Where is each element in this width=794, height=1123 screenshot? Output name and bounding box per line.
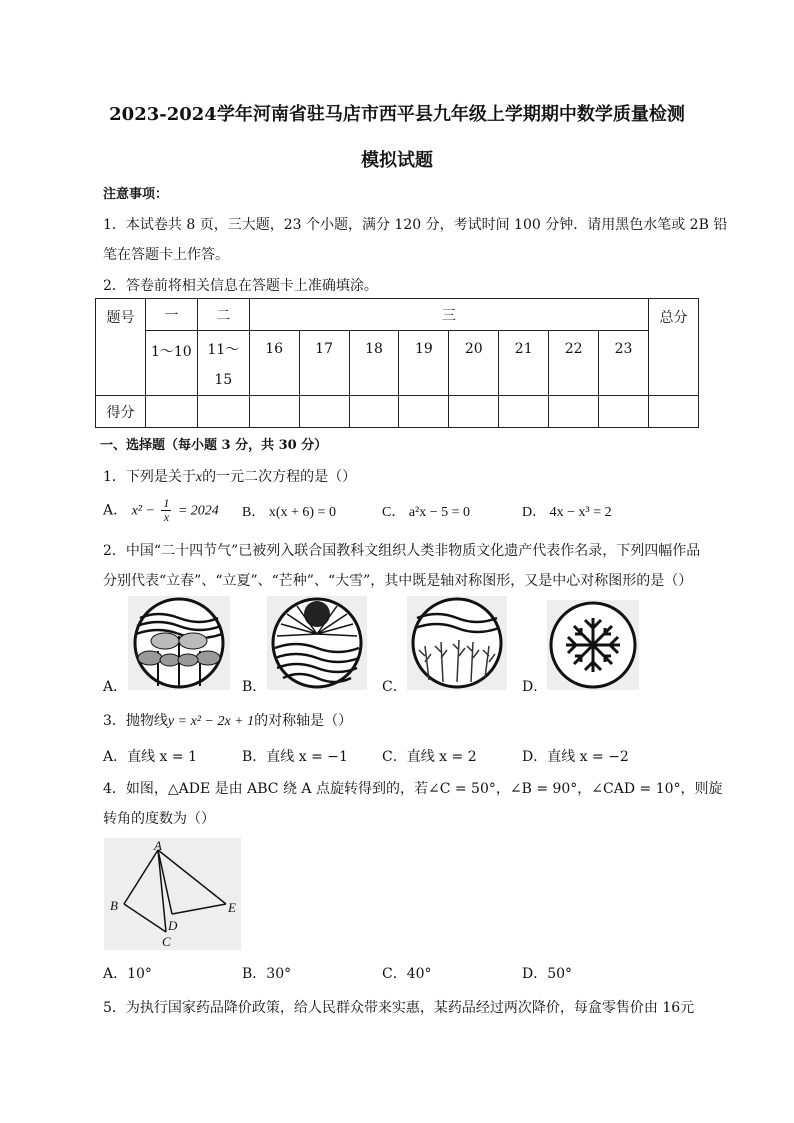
page-title: 2023-2024学年河南省驻马店市西平县九年级上学期期中数学质量检测: [109, 104, 685, 125]
question-3-option-b[interactable]: B．直线 x = −1: [242, 749, 348, 765]
question-2-stem-cont: 分别代表“立春”、“立夏”、“芒种”、“大雪”，其中既是轴对称图形，又是中心对称图形的是（）: [103, 573, 693, 589]
page-subtitle: 模拟试题: [361, 150, 433, 171]
score-cell[interactable]: [249, 396, 299, 428]
question-2-stem: 2．中国“二十四节气”已被列入联合国教科文组织人类非物质文化遗产代表作名录，下列四幅作品: [103, 543, 701, 559]
question-1-option-d[interactable]: D． 4x − x³ = 2: [522, 505, 612, 520]
notice-item-1-cont: 笔在答题卡上作答。: [103, 247, 229, 263]
score-cell[interactable]: [599, 396, 649, 428]
table-cell-range: 1～10: [145, 331, 197, 396]
question-4-stem: 4．如图，△ADE 是由 ABC 绕 A 点旋转得到的，若∠C = 50°，∠B = 90°，∠CAD = 10°，则旋: [103, 781, 723, 797]
vertex-label-e: E: [228, 900, 236, 915]
table-cell-range: 11～ 15: [197, 331, 249, 396]
vertex-label-a: A: [154, 838, 162, 853]
rotation-figure: [104, 838, 241, 950]
question-4-option-a[interactable]: A．10°: [103, 966, 152, 982]
score-cell[interactable]: [549, 396, 599, 428]
table-cell-q17: 17: [299, 331, 349, 396]
section-heading: 一、选择题（每小题 3 分，共 30 分）: [100, 438, 328, 453]
score-cell[interactable]: [449, 396, 499, 428]
vertex-label-b: B: [110, 898, 118, 913]
grain-in-ear-icon: [407, 596, 507, 690]
question-3-option-d[interactable]: D．直线 x = −2: [522, 749, 629, 765]
question-3-stem: 3．抛物线y = x² − 2x + 1的对称轴是（）: [103, 713, 353, 729]
table-label-total: 总分: [648, 299, 698, 396]
table-label-score: 得分: [96, 396, 146, 428]
table-cell-q16: 16: [249, 331, 299, 396]
score-cell[interactable]: [299, 396, 349, 428]
question-5-stem: 5．为执行国家药品降价政策，给人民群众带来实惠，某药品经过两次降价，每盒零售价由 16元: [103, 1000, 695, 1016]
notice-heading: 注意事项：: [103, 187, 169, 202]
table-group-2: 二: [197, 299, 249, 331]
question-1-option-a[interactable]: A． x² − $\frac{1}{x}$ = 2024: [103, 496, 219, 524]
question-3-option-a[interactable]: A．直线 x = 1: [103, 749, 197, 765]
question-4-option-b[interactable]: B．30°: [242, 966, 292, 982]
score-cell[interactable]: [197, 396, 249, 428]
notice-item-2: 2．答卷前将相关信息在答题卡上准确填涂。: [103, 278, 378, 294]
score-table: [95, 298, 699, 428]
question-2-option-d[interactable]: D．: [522, 679, 548, 695]
table-label-question-no: 题号: [96, 299, 146, 396]
table-cell-q19: 19: [399, 331, 449, 396]
score-cell[interactable]: [499, 396, 549, 428]
table-cell-q18: 18: [349, 331, 399, 396]
table-group-1: 一: [145, 299, 197, 331]
question-4-option-c[interactable]: C．40°: [382, 966, 432, 982]
question-2-option-a[interactable]: A．: [103, 679, 128, 695]
question-4-option-d[interactable]: D．50°: [522, 966, 573, 982]
question-2-option-b[interactable]: B．: [242, 679, 267, 695]
summer-sun-icon: [267, 596, 367, 690]
table-cell-q22: 22: [549, 331, 599, 396]
table-cell-q23: 23: [599, 331, 649, 396]
snowflake-icon: [547, 600, 639, 690]
notice-item-1: 1．本试卷共 8 页，三大题，23 个小题，满分 120 分，考试时间 100 分钟．请用黑色水笔或 2B 铅: [103, 217, 728, 233]
score-cell[interactable]: [349, 396, 399, 428]
score-cell[interactable]: [145, 396, 197, 428]
vertex-label-d: D: [168, 918, 178, 933]
question-1-option-b[interactable]: B． x(x + 6) = 0: [242, 505, 336, 520]
question-3-option-c[interactable]: C．直线 x = 2: [382, 749, 477, 765]
vertex-label-c: C: [162, 934, 171, 949]
question-2-option-c[interactable]: C．: [382, 679, 407, 695]
question-1-option-c[interactable]: C． a²x − 5 = 0: [382, 505, 471, 520]
question-1-stem: 1．下列是关于x的一元二次方程的是（）: [103, 469, 357, 485]
score-cell[interactable]: [648, 396, 698, 428]
score-cell[interactable]: [399, 396, 449, 428]
table-cell-q21: 21: [499, 331, 549, 396]
question-4-stem-cont: 转角的度数为（）: [103, 811, 215, 827]
spring-sprout-icon: [128, 596, 230, 690]
table-cell-q20: 20: [449, 331, 499, 396]
table-group-3: 三: [249, 299, 648, 331]
